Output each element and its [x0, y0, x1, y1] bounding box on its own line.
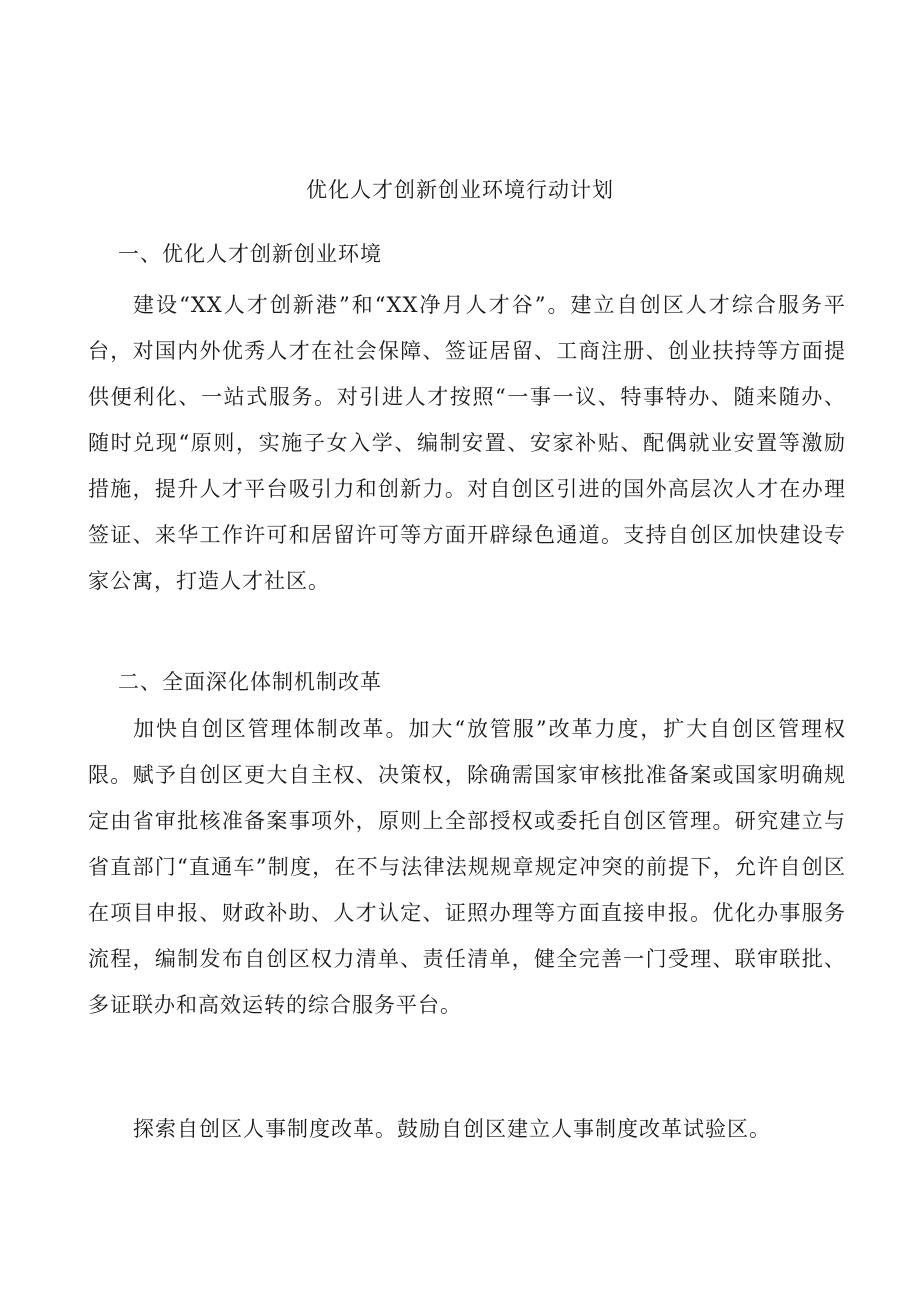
section-heading-2: 二、全面深化体制机制改革 [118, 670, 382, 694]
section-2-paragraph-2: 探索自创区人事制度改革。鼓励自创区建立人事制度改革试验区。 [133, 1117, 771, 1141]
section-2-paragraph-1: 加快自创区管理体制改革。加大“放管服”改革力度，扩大自创区管理权限。赋予自创区更大自主权、决策权，除确需国家审核批准备案或国家明确规定由省审批核准备案事项外，原则上全部授权或委托自创区管理。研究建立与省直部门“直通车”制度，在不与法律法规规章规定冲突的前提下，允许自创区在项目申报、财政补助、人才认定、证照办理等方面直接申报。优化办事服务流程，编制发布自创区权力清单、责任清单，健全完善一门受理、联审联批、多证联办和高效运转的综合服务平台。 [88, 717, 846, 1017]
section-heading-1: 一、优化人才创新创业环境 [118, 242, 382, 266]
section-1-paragraph-1: 建设“XX人才创新港”和“XX净月人才谷”。建立自创区人才综合服务平台，对国内外优秀人才在社会保障、签证居留、工商注册、创业扶持等方面提供便利化、一站式服务。对引进人才按照“一事一议、特事特办、随来随办、随时兑现“原则，实施子女入学、编制安置、安家补贴、配偶就业安置等激励措施，提升人才平台吸引力和创新力。对自创区引进的国外高层次人才在办理签证、来华工作许可和居留许可等方面开辟绿色通道。支持自创区加快建设专家公寓，打造人才社区。 [88, 293, 846, 593]
document-title: 优化人才创新创业环境行动计划 [306, 178, 614, 202]
